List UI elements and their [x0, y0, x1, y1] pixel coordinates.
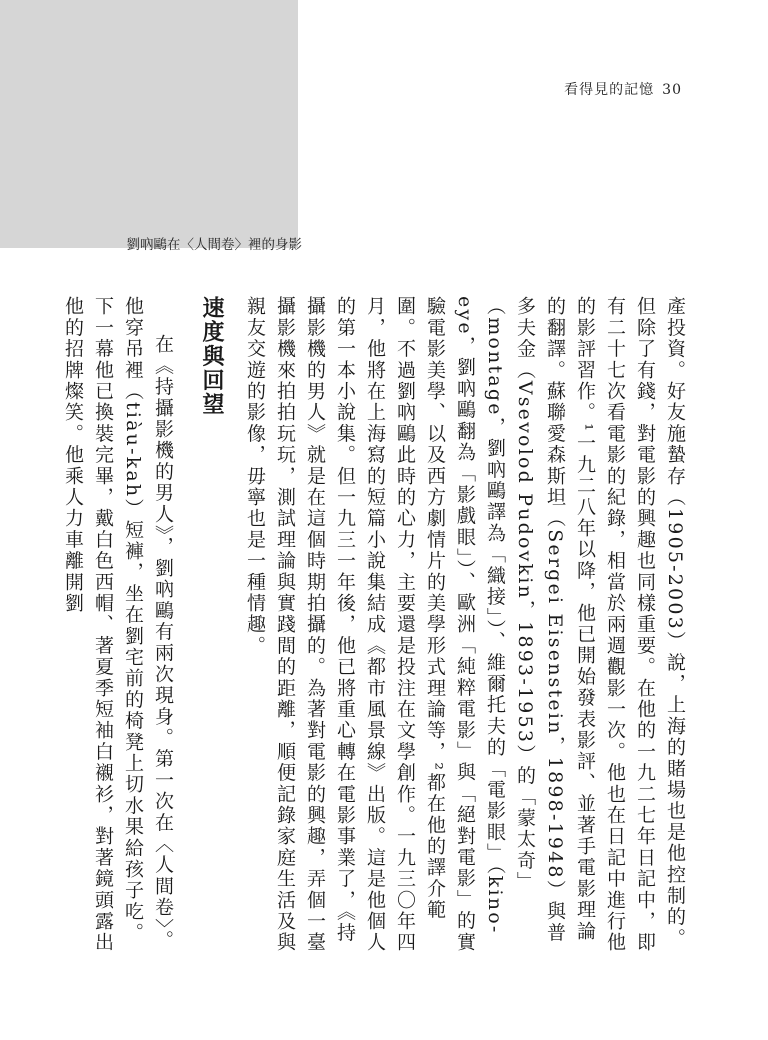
chapter-title: 劉吶鷗在〈人間卷〉裡的身影	[126, 237, 302, 253]
running-header	[564, 79, 682, 99]
section-heading: 速度與回望	[199, 296, 224, 417]
running-title: 看得見的記憶	[564, 82, 655, 98]
body-text	[62, 296, 690, 956]
paragraph: 在《持攝影機的男人》，劉吶鷗有兩次現身。第一次在〈人間卷〉。他穿吊裡（tiàu-kah）短褲，坐在劉宅前的椅凳上切水果給孩子吃。下一幕他已換裝完畢，戴白色西帽、著夏季短袖白襯衫，對著鏡頭露出他的招牌燦笑。他乘人力車離開劉	[62, 296, 174, 954]
header-gray-block	[0, 0, 298, 248]
paragraph: 產投資。好友施蟄存（1905-2003）說，上海的賭場也是他控制的。但除了有錢，對電影的興趣也同樣重要。在他的一九二七年日記中，即有二十七次看電影的紀錄，相當於兩週觀影一次。他也在日記中進行他的影評習作。¹一九二八年以降，他已開始發表影評、並著手電影理論的翻譯。蘇聯愛森斯坦（Sergei Eisenstein，1898-1948）與普多夫金（Vsevolod Pudovkin，1893-1953）的「蒙太奇」（montage，劉吶鷗譯為「織接」）、維爾托夫的「電影眼」（kino-eye，劉吶鷗翻為「影戲眼」）、歐洲「純粹電影」與「絕對電影」的實驗電影美學、以及西方劇情片的美學形式理論等，²都在他的譯介範圍。不過劉吶鷗此時的心力，主要還是投注在文學創作。一九三〇年四月，他將在上海寫的短篇小說集結成《都市風景線》出版。這是他個人的第一本小說集。但一九三一年後，他已將重心轉在電影事業了，《持攝影機的男人》就是在這個時期拍攝的。為著對電影的興趣，弄個一臺攝影機來拍拍玩玩，測試理論與實踐間的距離，順便記錄家庭生活及與親友交遊的影像，毋寧也是一種情趣。	[244, 296, 686, 954]
page-number: 30	[662, 82, 682, 98]
